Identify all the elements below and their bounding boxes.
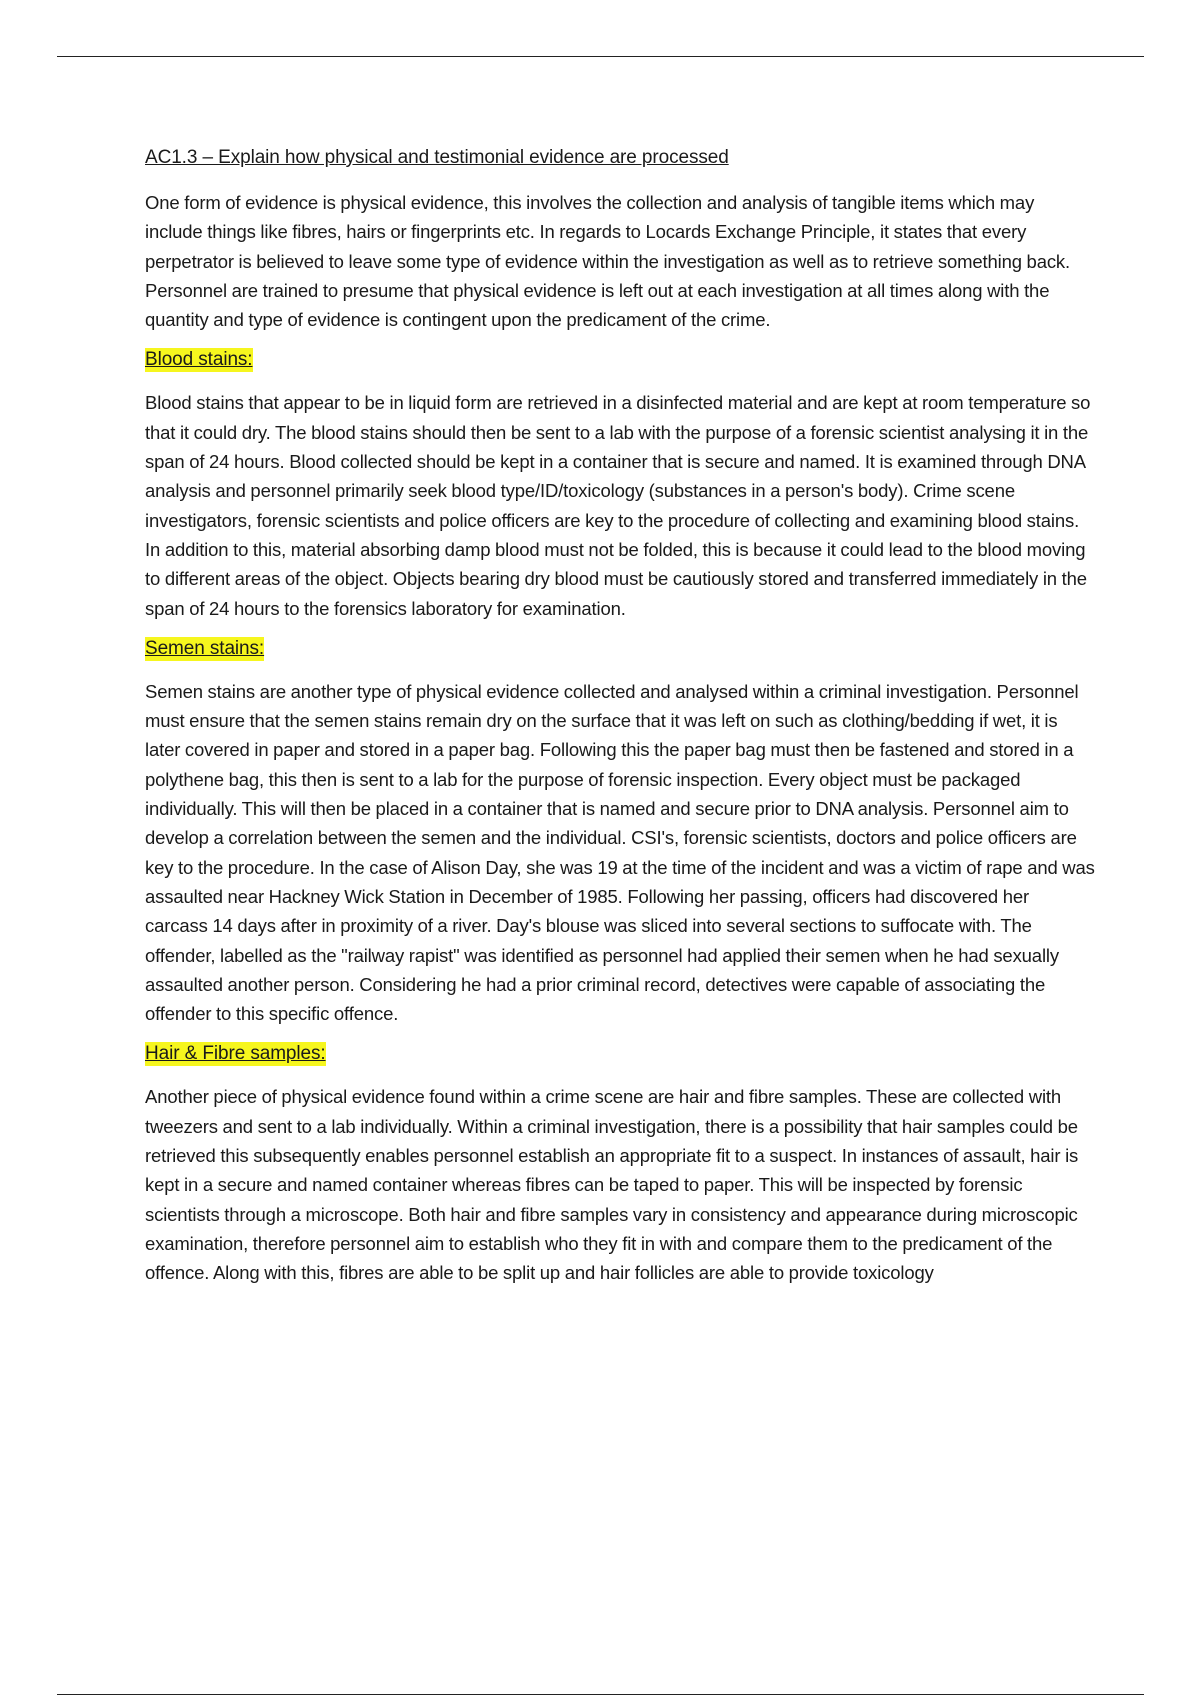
section-heading-wrap-semen (145, 637, 1095, 661)
document-title: AC1.3 – Explain how physical and testimonial evidence are processed (145, 147, 729, 168)
section-heading-wrap-hair (145, 1042, 1095, 1066)
section-heading-wrap-blood (145, 348, 1095, 372)
document-body (145, 146, 1095, 1302)
page-bottom-rule (57, 1694, 1144, 1695)
section-heading-blood-stains: Blood stains: (145, 349, 253, 371)
section-heading-hair-fibre-samples: Hair & Fibre samples: (145, 1043, 326, 1065)
section-heading-semen-stains: Semen stains: (145, 637, 265, 659)
section-body-blood-stains: Blood stains that appear to be in liquid form are retrieved in a disinfected material and are kept at room temperature so that it could dry. The blood stains should then be sent to a lab with the purpose of a forensic scientist analysing it in the span of 24 hours. Blood collected should be kept in a container that is secure and named. It is examined through DNA analysis and personnel primarily seek blood type/ID/toxicology (substances in a person's body). Crime scene investigators, forensic scientists and police officers are key to the procedure of collecting and examining blood stains. In addition to this, material absorbing damp blood must not be folded, this is because it could lead to the blood moving to different areas of the object. Objects bearing dry blood must be cautiously stored and transferred immediately in the span of 24 hours to the forensics laboratory for examination. (145, 392, 1091, 619)
section-body-semen-stains: Semen stains are another type of physical evidence collected and analysed within a criminal investigation. Personnel must ensure that the semen stains remain dry on the surface that it was left on such as clothing/bedding if wet, it is later covered in paper and stored in a paper bag. Following this the paper bag must then be fastened and stored in a polythene bag, this then is sent to a lab for the purpose of forensic inspection. Every object must be packaged individually. This will then be placed in a container that is named and secure prior to DNA analysis. Personnel aim to develop a correlation between the semen and the individual. CSI's, forensic scientists, doctors and police officers are key to the procedure. In the case of Alison Day, she was 19 at the time of the incident and was a victim of rape and was assaulted near Hackney Wick Station in December of 1985. Following her passing, officers had discovered her carcass 14 days after in proximity of a river. Day's blouse was sliced into several sections to suffocate with. The offender, labelled as the "railway rapist" was identified as personnel had applied their semen when he had sexually assaulted another person. Considering he had a prior criminal record, detectives were capable of associating the offender to this specific offence. (145, 680, 1095, 1025)
page-top-rule (57, 56, 1144, 57)
intro-paragraph: One form of evidence is physical evidence, this involves the collection and analysis of tangible items which may include things like fibres, hairs or fingerprints etc. In regards to Locards Exchange Principle, it states that every perpetrator is believed to leave some type of evidence within the investigation as well as to retrieve something back. Personnel are trained to presume that physical evidence is left out at each investigation at all times along with the quantity and type of evidence is contingent upon the predicament of the crime. (145, 192, 1071, 331)
section-body-hair-fibre-samples: Another piece of physical evidence found within a crime scene are hair and fibre samples. These are collected with tweezers and sent to a lab individually. Within a criminal investigation, there is a possibility that hair samples could be retrieved this subsequently enables personnel establish an appropriate fit to a suspect. In instances of assault, hair is kept in a secure and named container whereas fibres can be taped to paper. This will be inspected by forensic scientists through a microscope. Both hair and fibre samples vary in consistency and appearance during microscopic examination, therefore personnel aim to establish who they fit in with and compare them to the predicament of the offence. Along with this, fibres are able to be split up and hair follicles are able to provide toxicology (145, 1086, 1079, 1284)
